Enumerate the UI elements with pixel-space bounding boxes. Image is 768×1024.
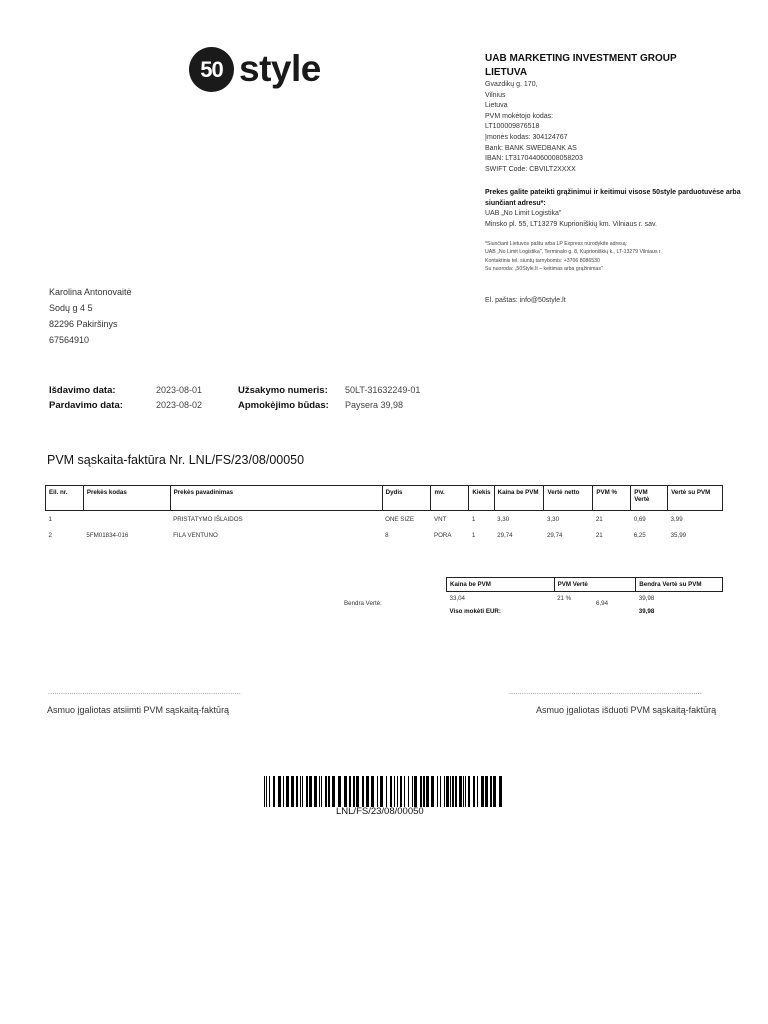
total-label: Bendra Vertė:: [344, 600, 382, 607]
col-header: Dydis: [382, 486, 431, 511]
barcode-text: LNL/FS/23/08/00050: [336, 806, 424, 817]
note-line: *Siunčiant Lietuvos paštu arba LP Express nurodykite adresą:: [485, 241, 628, 247]
totals-header-row: [447, 578, 723, 592]
total-vat-pct: 21 %: [557, 595, 572, 602]
note-line: UAB „No Limit Logistika", Terminalo g. 8, Kuprioniškių k., LT-13279 Vilniaus r.: [485, 249, 662, 256]
col-header: Eil. nr.: [46, 486, 84, 511]
payment-method-label: Apmokėjimo būdas:: [238, 400, 329, 411]
table-cell: 2: [48, 531, 52, 539]
col-header: Prekės kodas: [83, 486, 170, 511]
col-header: PVM Vertė: [554, 578, 636, 592]
company-line: Lietuva: [485, 102, 508, 110]
due-value: 39,98: [638, 608, 655, 615]
signature-line-left: ..........................................................................................: [48, 689, 242, 696]
signature-line-right: ..........................................................................................: [509, 689, 703, 696]
col-header: Kaina be PVM: [447, 578, 555, 592]
total-gross: 39,98: [638, 595, 655, 602]
company-line: IBAN: LT317044060008058203: [485, 155, 583, 163]
table-row: [46, 527, 723, 543]
table-cell: [83, 511, 170, 528]
table-cell: 21: [595, 531, 603, 539]
table-cell: 3,30: [546, 515, 560, 523]
due-row: [447, 605, 723, 618]
table-cell: VNT: [433, 515, 447, 523]
company-line: PVM mokėtojo kodas:: [485, 112, 554, 120]
table-cell: 29,74: [546, 531, 563, 539]
col-header: Vertė su PVM: [668, 486, 723, 511]
table-cell: 29,74: [497, 531, 513, 539]
buyer-name: Karolina Antonovaitė: [49, 287, 132, 297]
signature-label-right: Asmuo įgaliotas išduoti PVM sąskaitą-faktūrą: [536, 705, 717, 715]
table-cell: 35,99: [670, 531, 687, 539]
table-cell: 1: [471, 531, 476, 539]
company-name-line1: UAB MARKETING INVESTMENT GROUP: [485, 53, 677, 64]
returns-line: UAB „No Limit Logistika": [485, 210, 562, 217]
table-cell: 0,69: [633, 515, 646, 523]
col-header: Vertė netto: [544, 486, 593, 511]
issue-date-label: Išdavimo data:: [49, 385, 116, 396]
company-line: LT100009876518: [485, 123, 540, 131]
note-line: Kontaktinis tel. siuntų tarnybomis: +3706 8086530: [485, 257, 600, 264]
sale-date-value: 2023-08-02: [156, 400, 203, 410]
sale-date-label: Pardavimo data:: [49, 400, 123, 411]
brand-logo: [189, 47, 344, 91]
col-header: Kiekis: [469, 486, 494, 511]
table-cell: 3,99: [670, 515, 683, 523]
company-info: [485, 52, 755, 175]
table-cell: 6,25: [633, 531, 646, 539]
barcode-image: [264, 776, 504, 807]
table-cell: 1: [471, 515, 476, 523]
company-email: El. paštas: info@50style.lt: [485, 297, 566, 304]
table-cell: PRISTATYMO IŠLAIDOS: [173, 515, 243, 523]
order-number-label: Užsakymo numeris:: [238, 385, 328, 396]
totals-table: [446, 577, 723, 618]
col-header: Bendra Vertė su PVM: [636, 578, 723, 592]
returns-line: Minsko pl. 55, LT13279 Kuprioniškių km. Vilniaus r. sav.: [485, 220, 657, 228]
total-net: 33,04: [449, 595, 465, 602]
company-line: Bank: BANK SWEDBANK AS: [485, 144, 577, 152]
payment-method-value: Paysera 39,98: [345, 400, 404, 410]
order-number-value: 50LT-31632249-01: [345, 385, 421, 395]
col-header: PVM %: [593, 486, 631, 511]
table-cell: 1: [48, 515, 52, 523]
logo-wordmark: style: [239, 48, 321, 89]
table-cell: 5FM01834-016: [86, 531, 129, 539]
table-cell: 3,30: [497, 515, 510, 523]
issue-date-value: 2023-08-01: [156, 385, 203, 395]
col-header: Kaina be PVM: [494, 486, 544, 511]
buyer-phone: 67564910: [49, 335, 90, 345]
table-cell: PORA: [433, 531, 452, 539]
company-line: Vilnius: [485, 91, 506, 99]
buyer-city: 82296 Pakiršinys: [49, 319, 118, 329]
table-row: [46, 511, 723, 528]
company-name-line2: LIETUVA: [485, 67, 528, 78]
returns-heading: Prekes galite pateikti grąžinimui ir keitimui visose 50style parduotuvėse arba siunčiant adresu*:: [485, 189, 741, 207]
col-header: PVM Vertė: [631, 486, 668, 511]
logo-badge: 50: [189, 47, 234, 92]
returns-info: [485, 188, 755, 230]
table-cell: 21: [595, 515, 603, 523]
company-line: SWIFT Code: CBVILT2XXXX: [485, 165, 576, 173]
table-cell: 8: [385, 531, 389, 539]
items-table: [45, 485, 723, 543]
totals-row: [447, 592, 723, 606]
total-vat-value: 6,94: [596, 600, 609, 607]
buyer-info: [49, 284, 132, 348]
company-line: Gvazdikų g. 170,: [485, 81, 538, 88]
invoice-title: PVM sąskaita-faktūra Nr. LNL/FS/23/08/00050: [47, 453, 305, 467]
note-line: Su nuoroda: „50Style.lt – keitimas arba grąžinimas": [485, 265, 603, 272]
col-header: Prekės pavadinimas: [170, 486, 382, 511]
returns-note: [485, 240, 755, 273]
items-header-row: [46, 486, 723, 511]
company-line: Įmonės kodas: 304124767: [485, 133, 568, 141]
buyer-street: Sodų g 4 5: [49, 303, 93, 313]
signature-label-left: Asmuo įgaliotas atsiimti PVM sąskaitą-faktūrą: [47, 705, 230, 715]
col-header: mv.: [431, 486, 469, 511]
table-cell: ONE SIZE: [385, 515, 415, 523]
table-cell: FILA VENTUNO: [173, 531, 218, 539]
due-label: Viso mokėti EUR:: [449, 608, 501, 615]
